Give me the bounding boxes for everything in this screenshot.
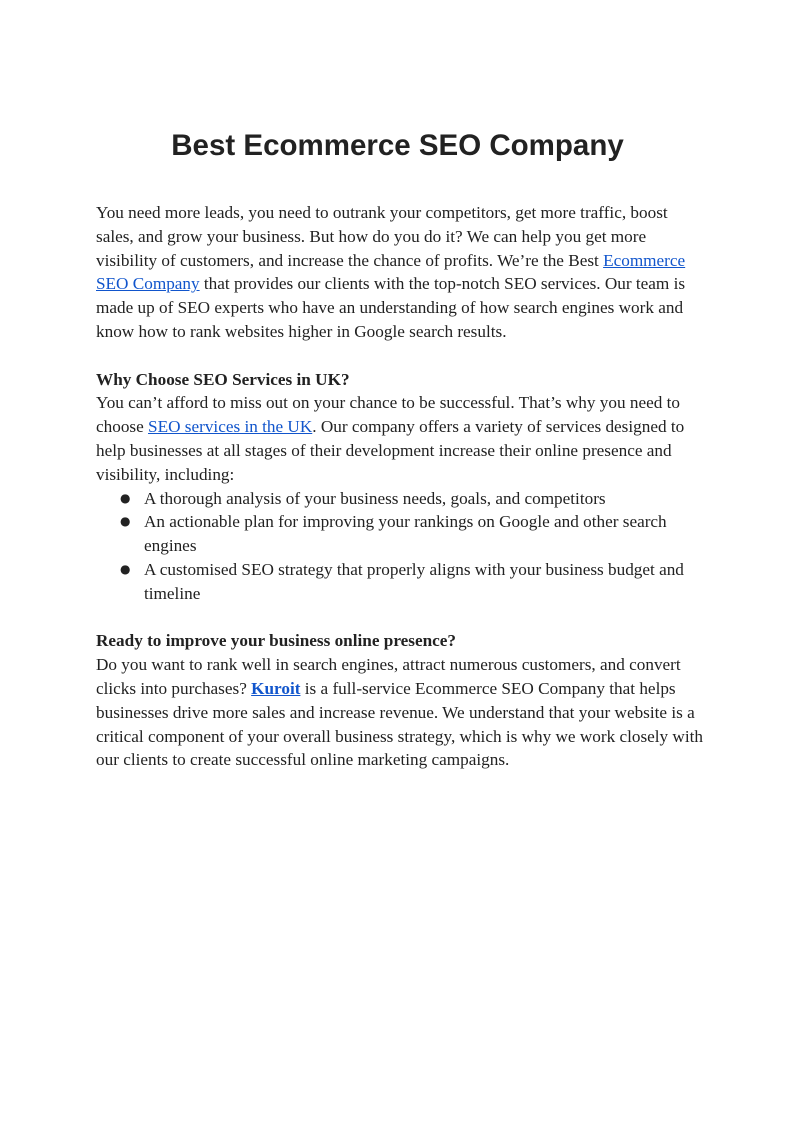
list-item	[96, 487, 706, 511]
section2-text-after-link: is a full-service Ecommerce SEO Company that helps businesses drive more sales and increase revenue. We understand that your website is a critical component of your overall business strategy, which is why we work closely with our clients to create successful online marketing campaigns.	[96, 678, 703, 770]
bullet-icon: ●	[120, 561, 131, 576]
bullet-icon: ●	[120, 490, 131, 505]
section1-heading: Why Choose SEO Services in UK?	[96, 369, 350, 389]
list-item	[96, 558, 706, 606]
intro-paragraph	[96, 201, 706, 344]
section1-text-after-link: . Our company offers a variety of services designed to help businesses at all stages of their development increase their online presence and visibility, including:	[96, 417, 685, 484]
section2-paragraph	[96, 653, 706, 772]
bullet-icon: ●	[120, 514, 131, 529]
intro-text-before-link: You need more leads, you need to outrank your competitors, get more traffic, boost sales, and grow your business. But how do you do it? We can help you get more visibility of customers, and increase the chance of profits. We’re the Best	[96, 203, 668, 270]
list-item-text: A thorough analysis of your business needs, goals, and competitors	[144, 488, 606, 508]
document-body	[96, 201, 706, 772]
ecommerce-seo-company-link[interactable]: Ecommerce SEO Company	[96, 250, 686, 294]
section2-heading: Ready to improve your business online presence?	[96, 631, 457, 651]
list-item-text: A customised SEO strategy that properly aligns with your business budget and timeline	[144, 559, 684, 603]
section2-text-before-link: Do you want to rank well in search engines, attract numerous customers, and convert clicks into purchases?	[96, 655, 681, 698]
list-item-text: An actionable plan for improving your rankings on Google and other search engines	[144, 512, 667, 556]
services-bullet-list	[96, 487, 706, 606]
paragraph-spacer	[96, 344, 706, 368]
list-item	[96, 510, 706, 558]
seo-services-uk-link[interactable]: SEO services in the UK	[148, 417, 313, 437]
page-title: Best Ecommerce SEO Company	[171, 129, 624, 162]
intro-text-after-link: that provides our clients with the top-notch SEO services. Our team is made up of SEO experts who have an understanding of how search engines work and know how to rank websites higher in Google search results.	[96, 274, 686, 341]
section1-text-before-link: You can’t afford to miss out on your chance to be successful. That’s why you need to choose	[96, 393, 680, 437]
paragraph-spacer	[96, 606, 706, 630]
section1-paragraph	[96, 391, 706, 486]
kuroit-link[interactable]: Kuroit	[251, 678, 301, 698]
